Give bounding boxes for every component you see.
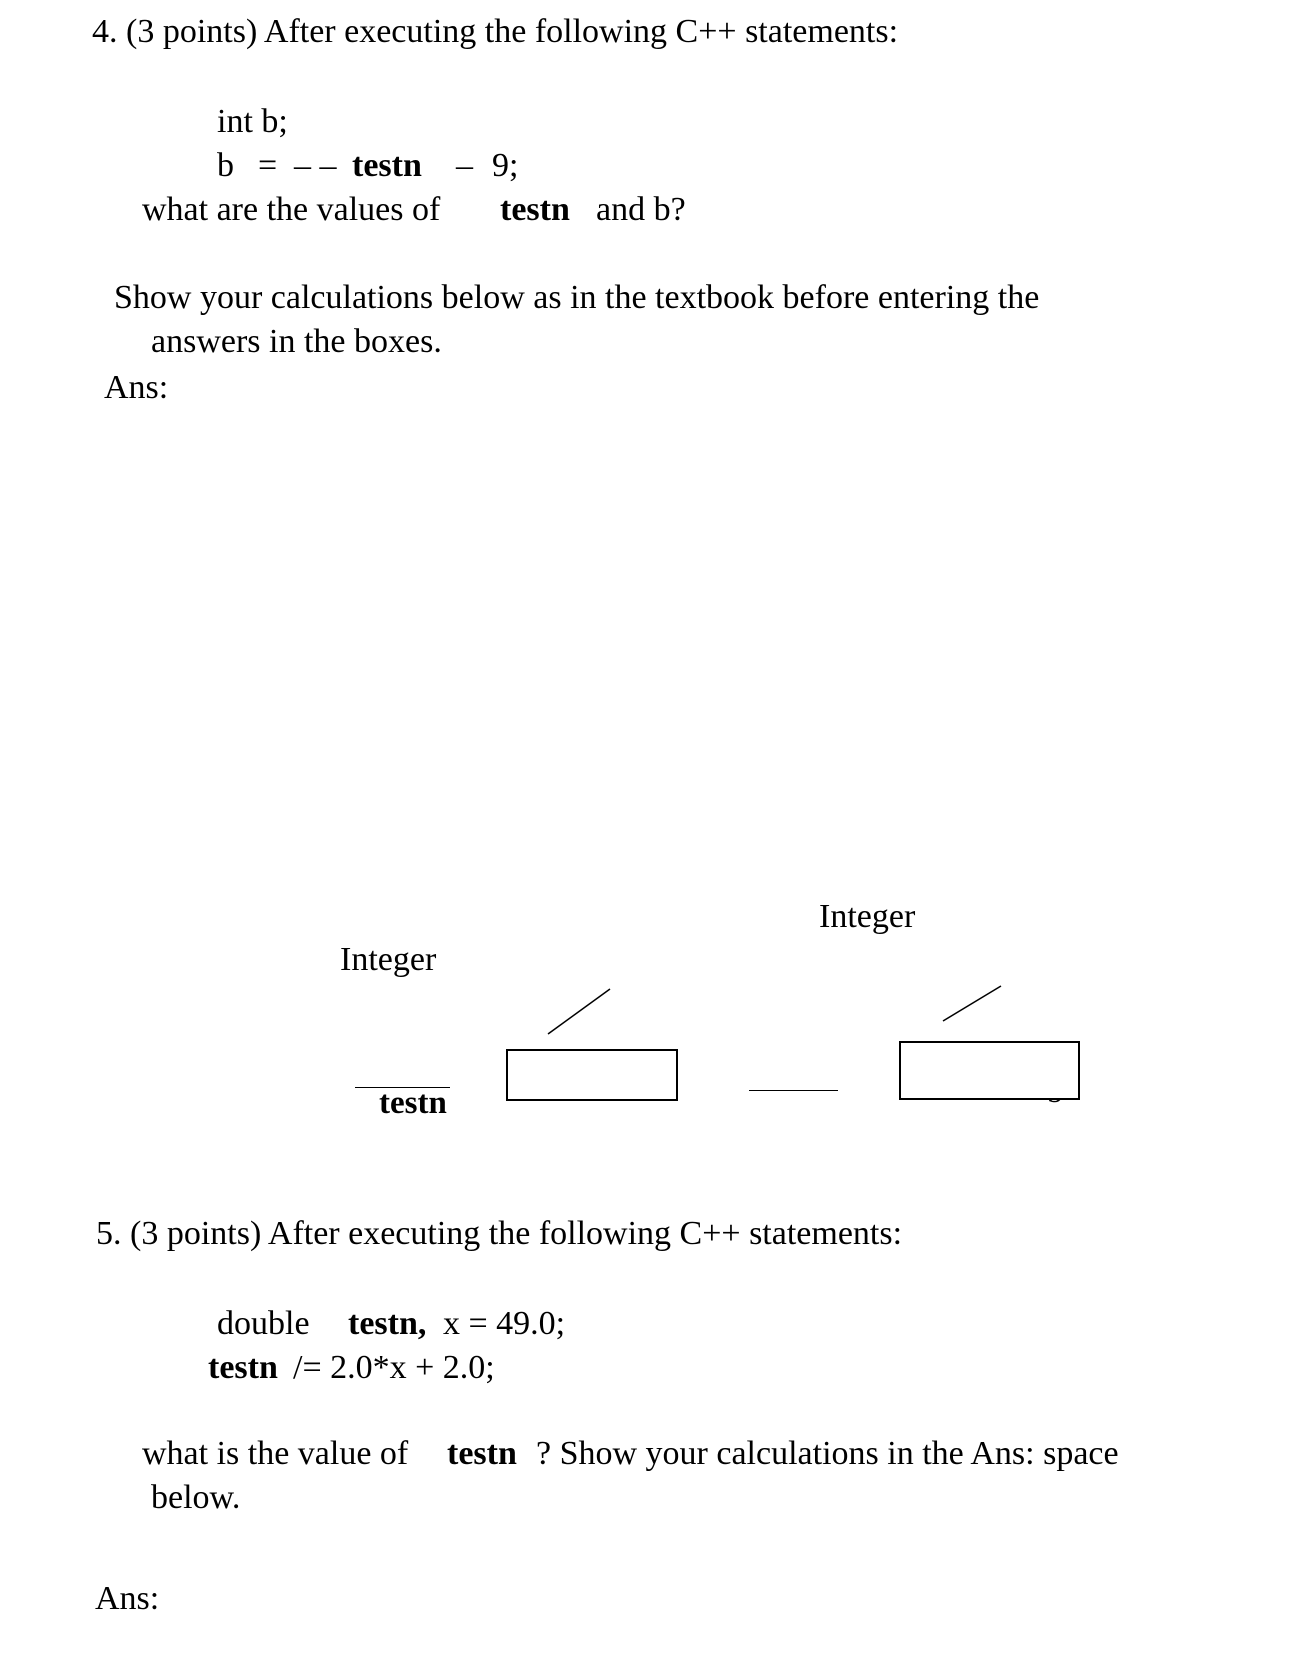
pointer-line-left [548,988,612,1036]
var-label-testn: testn [379,1085,447,1121]
question-4-ans-label: Ans: [104,369,169,406]
code-decl-rest: x = 49.0; [443,1305,566,1342]
question-4-prompt-var: testn [500,191,570,228]
code-assign-rest: /= 2.0*x + 2.0; [293,1349,495,1386]
answer-box-b[interactable] [899,1041,1080,1100]
question-5-prompt-pre: what is the value of [142,1435,409,1472]
code-var-testn: testn [352,147,422,184]
code-var-testn-decl: testn, [348,1305,427,1342]
type-label-left: Integer [340,941,437,978]
instruction-line-2: answers in the boxes. [151,323,442,360]
code-type-double: double [217,1305,310,1342]
question-5-prompt-post: ? Show your calculations in the Ans: space [536,1435,1119,1472]
code-line-declare: int b; [217,103,288,140]
question-4-prompt-post: and b? [596,191,686,228]
code-var-testn-assign: testn [208,1349,278,1386]
answer-box-testn[interactable] [506,1049,678,1101]
question-5-heading: 5. (3 points) After executing the following C++ statements: [96,1215,903,1252]
question-5-prompt-line2: below. [151,1479,241,1516]
blank-line-right [749,1090,838,1091]
question-5-prompt-var: testn [447,1435,517,1472]
question-4-heading: 4. (3 points) After executing the following C++ statements: [92,13,899,50]
instruction-line-1: Show your calculations below as in the textbook before entering the [114,279,1040,316]
question-5-ans-label: Ans: [95,1580,160,1617]
pointer-line-right [943,985,1003,1023]
code-literal-9: 9; [492,147,519,184]
type-label-right: Integer [819,898,916,935]
code-minus: – [456,147,473,184]
code-decrement-operator: – – [294,147,337,184]
code-equals: = [258,147,278,184]
code-var-b: b [217,147,234,184]
question-4-prompt-pre: what are the values of [142,191,441,228]
